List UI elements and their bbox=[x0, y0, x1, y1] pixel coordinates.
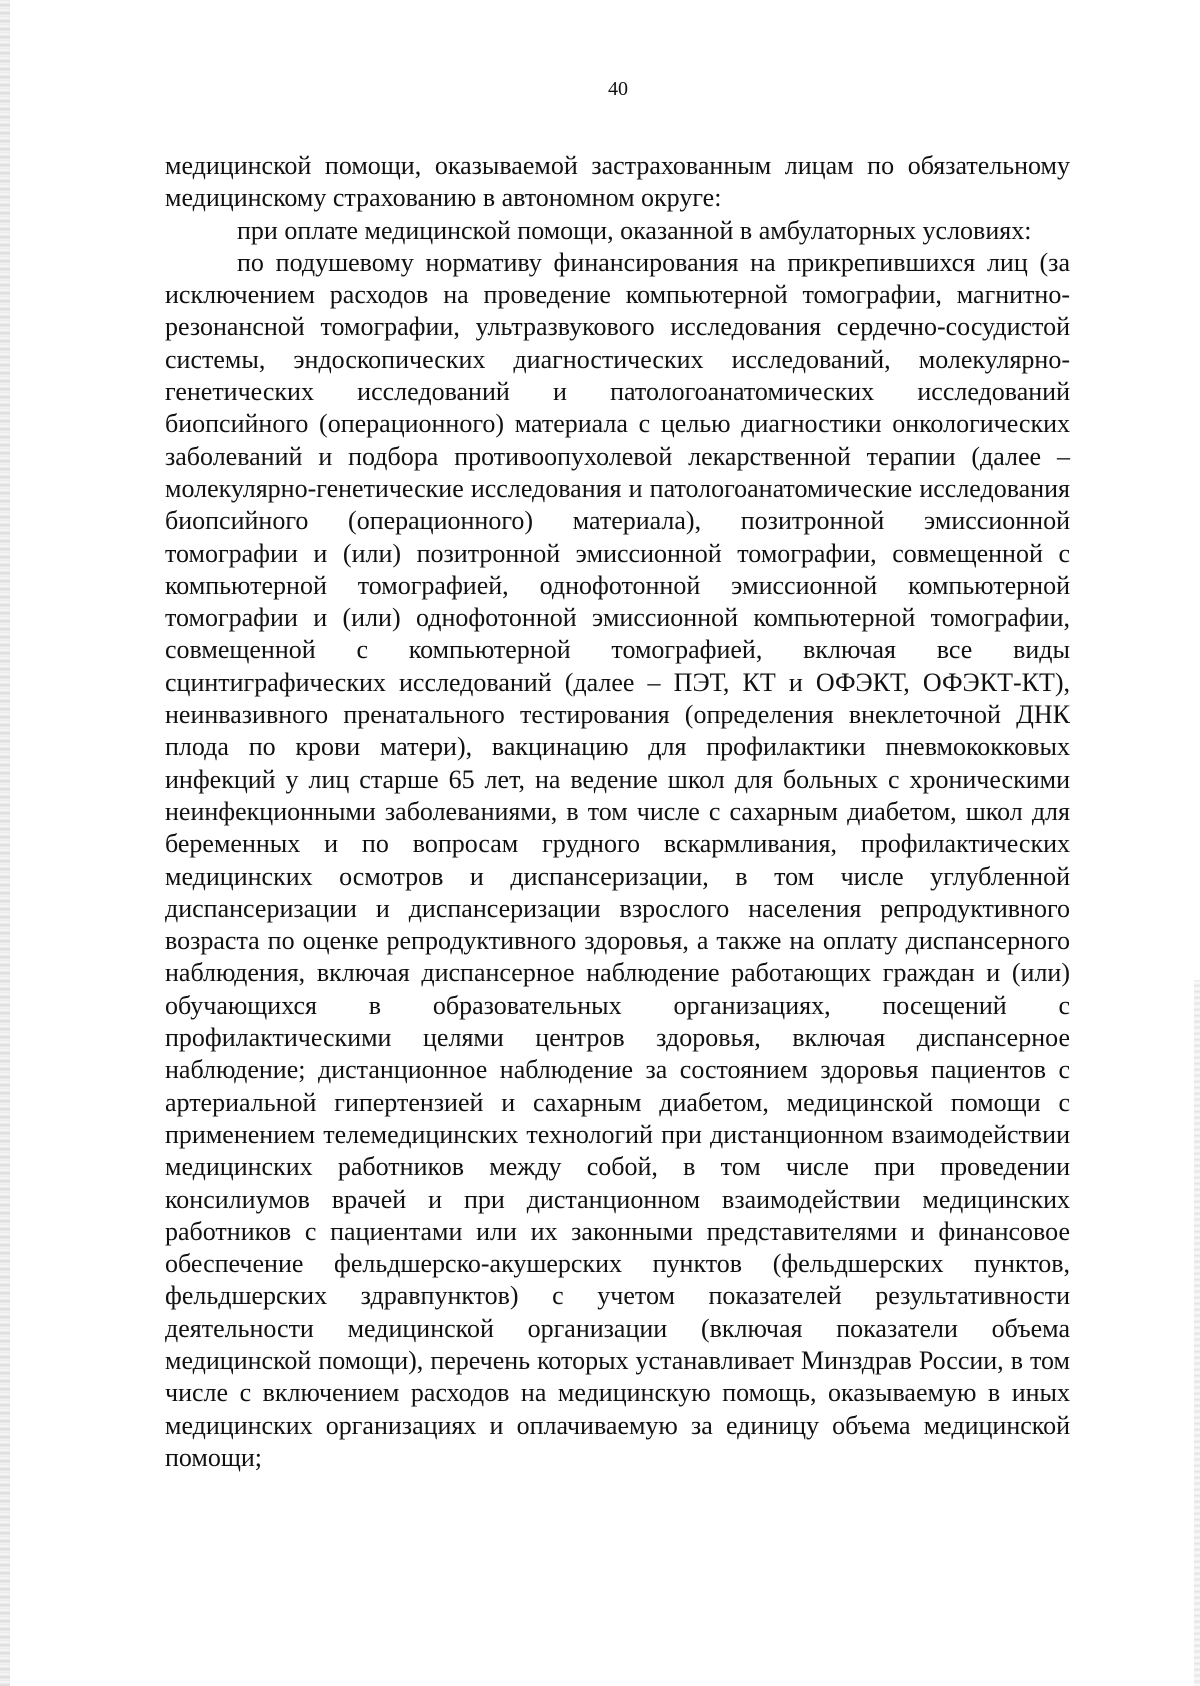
scan-edge-right bbox=[1194, 980, 1200, 1686]
page-number: 40 bbox=[608, 78, 628, 100]
paragraph-per-capita-standard: по подушевому нормативу финансирования на прикрепившихся лиц (за исключением расходов на проведение компьютерной томографии, магнитно-резонансной томографии, ультразвукового исследования сердечно-сосудистой системы, эндоскопических диагностических исследований, молекулярно-генетических исследований и патологоанатомических исследований биопсийного (операционного) материала с целью диагностики онкологических заболеваний и подбора противоопухолевой лекарственной терапии (далее – молекулярно-генетические исследования и патологоанатомические исследования биопсийного (операционного) материала), позитронной эмиссионной томографии и (или) позитронной эмиссионной томографии, совмещенной с компьютерной томографией, однофотонной эмиссионной компьютерной томографии и (или) однофотонной эмиссионной компьютерной томографии, совмещенной с компьютерной томографией, включая все виды сцинтиграфических исследований (далее – ПЭТ, КТ и ОФЭКТ, ОФЭКТ-КТ), неинвазивного пренатального тестирования (определения внеклеточной ДНК плода по крови матери), вакцинацию для профилактики пневмококковых инфекций у лиц старше 65 лет, на ведение школ для больных с хроническими неинфекционными заболеваниями, в том числе с сахарным диабетом, школ для беременных и по вопросам грудного вскармливания, профилактических медицинских осмотров и диспансеризации, в том числе углубленной диспансеризации и диспансеризации взрослого населения репродуктивного возраста по оценке репродуктивного здоровья, а также на оплату диспансерного наблюдения, включая диспансерное наблюдение работающих граждан и (или) обучающихся в образовательных организациях, посещений с профилактическими целями центров здоровья, включая диспансерное наблюдение; дистанционное наблюдение за состоянием здоровья пациентов с артериальной гипертензией и сахарным диабетом, медицинской помощи с применением телемедицинских технологий при дистанционном взаимодействии медицинских работников между собой, в том числе при проведении консилиумов врачей и при дистанционном взаимодействии медицинских работников с пациентами или их законными представителями и финансовое обеспечение фельдшерско-акушерских пунктов (фельдшерских пунктов, фельдшерских здравпунктов) с учетом показателей результативности деятельности медицинской организации (включая показатели объема медицинской помощи), перечень которых устанавливает Минздрав России, в том числе с включением расходов на медицинскую помощь, оказываемую в иных медицинских организациях и оплачиваемую за единицу объема медицинской помощи; bbox=[165, 247, 1070, 1472]
paragraph-continuation: медицинской помощи, оказываемой застрахованным лицам по обязательному медицинскому страхованию в автономном округе: bbox=[165, 151, 1070, 213]
paragraph-ambulatory-conditions: при оплате медицинской помощи, оказанной в амбулаторных условиях: bbox=[237, 215, 1032, 245]
body-text bbox=[165, 150, 1070, 1474]
scan-edge-left bbox=[0, 0, 10, 1686]
